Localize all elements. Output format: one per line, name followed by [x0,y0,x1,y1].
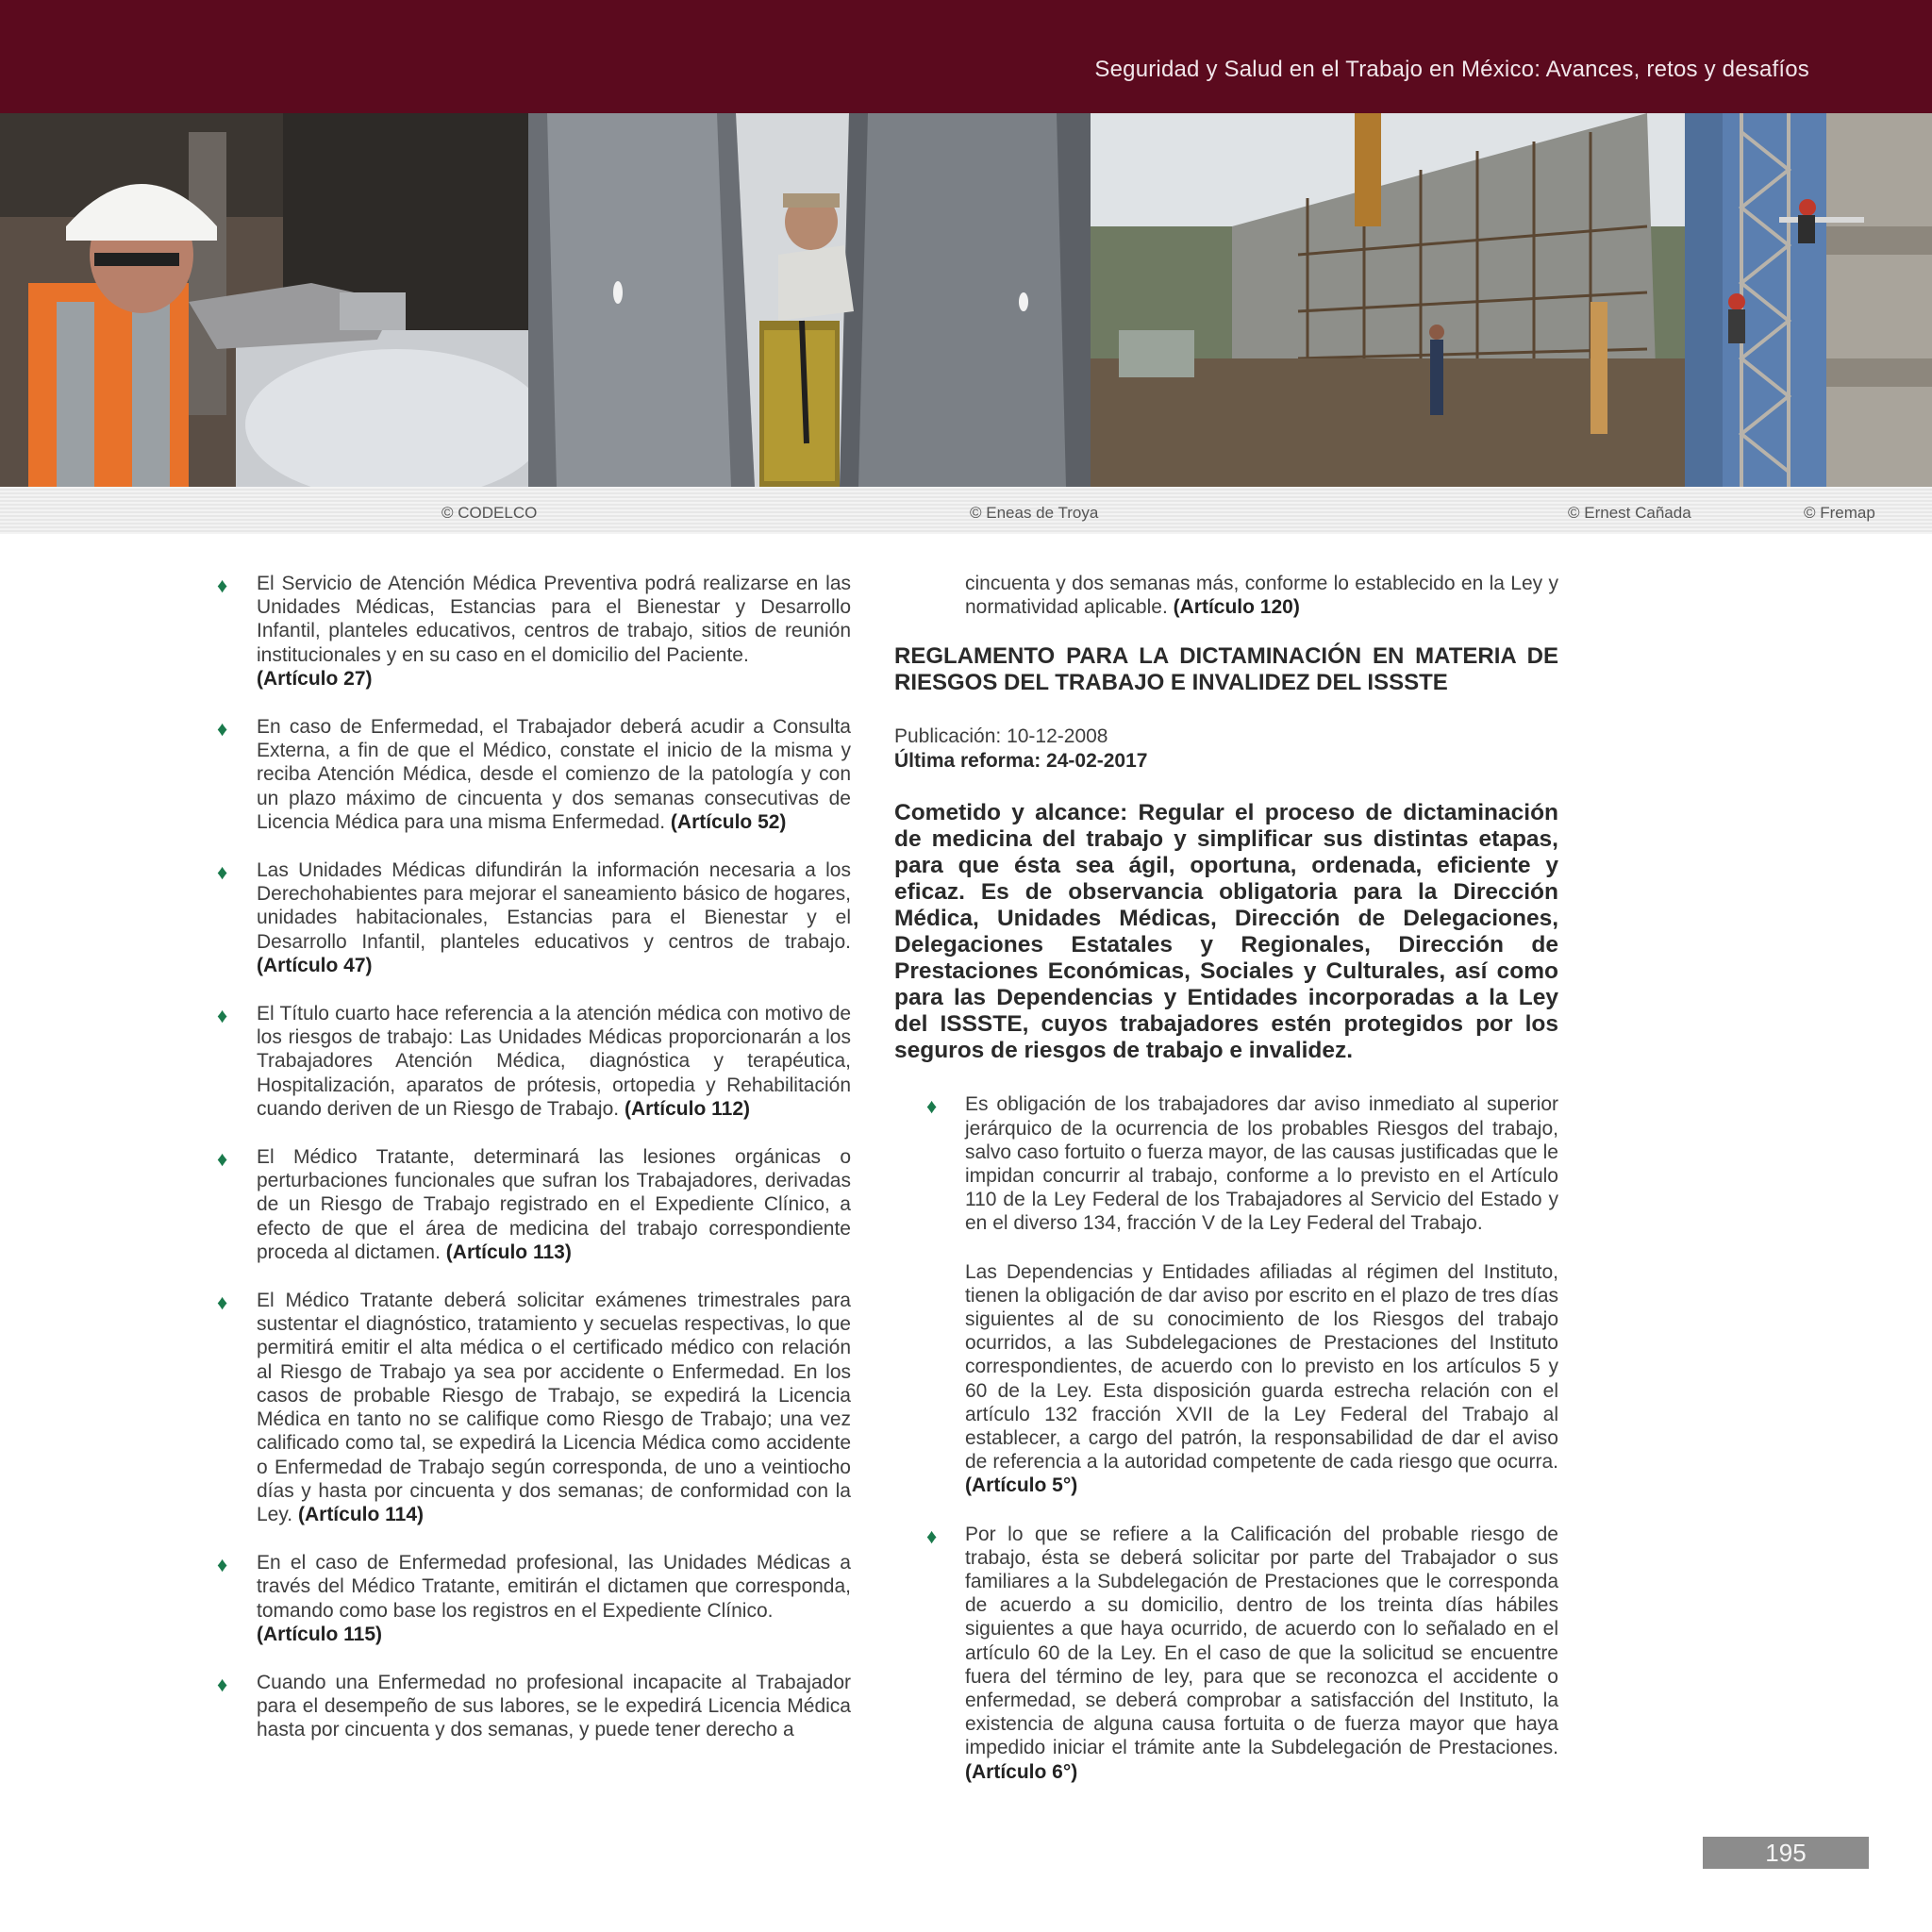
article-reference: (Artículo 120) [1173,596,1300,619]
photo-construction-site [1091,113,1685,487]
item-text: En el caso de Enfermedad profesional, las Unidades Médicas a través del Médico Tratante, emitirán el dictamen que corresponda, tomando como base los registros en el Expediente Clínico. [257,1552,851,1622]
photo-credit: © CODELCO [441,504,538,522]
diamond-bullet-icon: ♦ [217,1672,228,1696]
publication-date: Publicación: 10-12-2008 [894,725,1108,748]
list-item [894,1523,1558,1784]
list-item [217,1551,851,1646]
item-text: Las Dependencias y Entidades afiliadas al régimen del Instituto, tienen la obligación de dar aviso por escrito en el plazo de tres días siguientes al de su conocimiento de los Riesgos del trabajo ocurridos, a las Subdelegaciones de Prestaciones del Instituto correspondientes, de acuerdo con lo previsto en los artículos 5 y 60 de la Ley. Esta disposición guarda estrecha relación con el artículo 132 fracción XVII de la Ley Federal del Trabajo al establecer, a cargo del patrón, la responsabilidad de dar el aviso de referencia a la autoridad competente de cada riesgo que ocurra. [965,1260,1558,1474]
article-reference: (Artículo 6°) [965,1760,1078,1783]
diamond-bullet-icon: ♦ [926,1524,938,1548]
header-bar [0,0,1932,113]
list-item [217,1002,851,1121]
item-text: Las Unidades Médicas difundirán la información necesaria a los Derechohabientes para mejorar el saneamiento básico de hogares, unidades habitacionales, Estancias para el Bienestar y el Desarrollo Infantil, planteles educativos y centros de trabajo. [257,859,851,953]
list-item [217,1671,851,1742]
photo-credit: © Fremap [1804,504,1875,522]
article-reference: (Artículo 113) [445,1241,572,1263]
left-column [217,572,851,1767]
photo-worker-hardhat [0,113,528,487]
item-text: El Título cuarto hace referencia a la atención médica con motivo de los riesgos de trabajo: Las Unidades Médicas proporcionarán a los Trabajadores Atención Médica, diagnóstica y terapéutica, Hospitalización, aparatos de prótesis, ortopedia y Rehabilitación cuando deriven de un Riesgo de Trabajo. [257,1003,851,1120]
photo-credit: © Ernest Cañada [1568,504,1691,522]
article-reference: (Artículo 27) [257,667,373,690]
list-item [217,715,851,834]
scope-paragraph: Cometido y alcance: Regular el proceso de dictaminación de medicina del trabajo y simplificar sus distintas etapas, para que ésta sea ágil, oportuna, ordenada, eficiente y eficaz. Es de observancia obligatoria para la Dirección Médica, Unidades Médicas, Dirección de Delegaciones, Delegaciones Estatales y Regionales, Dirección de Prestaciones Económicas, Sociales y Culturales, así como para las Dependencias y Entidades incorporadas a la Ley del ISSSTE, cuyos trabajadores estén protegidos por los seguros de riesgos de trabajo e invalidez. [894,800,1558,1064]
article-reference: (Artículo 52) [670,810,787,833]
item-text: Cuando una Enfermedad no profesional incapacite al Trabajador para el desempeño de sus labores, se le expedirá Licencia Médica hasta por cincuenta y dos semanas, y puede tener derecho a [257,1671,851,1741]
diamond-bullet-icon: ♦ [217,717,228,741]
diamond-bullet-icon: ♦ [926,1094,938,1119]
item-text: El Médico Tratante deberá solicitar exámenes trimestrales para sustentar el diagnóstico, tratamiento y secuelas respectivas, lo que permitirá emitir el alta médica o el certificado médico con relación al Riesgo de Trabajo ya sea por accidente o Enfermedad. En los casos de probable Riesgo de Trabajo, se expedirá la Licencia Médica en tanto no se califique como Riesgo de Trabajo; una vez calificado como tal, se expedirá la Licencia Médica como accidente o Enfermedad de Trabajo según corresponda, de uno a veintiocho días y hasta por cincuenta y dos semanas; de conformidad con la Ley. [257,1290,851,1525]
photo-credit-bar [0,487,1932,534]
photo-worker-metal-sheets [528,113,1091,487]
photo-credit: © Eneas de Troya [970,504,1099,522]
article-reference: (Artículo 112) [624,1097,750,1120]
article-reference: (Artículo 114) [297,1503,425,1525]
list-item [217,1289,851,1526]
last-reform-date: Última reforma: 24-02-2017 [894,750,1148,773]
list-item [217,858,851,977]
running-header-title: Seguridad y Salud en el Trabajo en México: Avances, retos y desafíos [1094,57,1809,82]
list-item [217,572,851,691]
article-reference: (Artículo 115) [257,1623,383,1645]
diamond-bullet-icon: ♦ [217,860,228,885]
list-item [894,1092,1558,1497]
diamond-bullet-icon: ♦ [217,1291,228,1315]
photo-scaffolding-climbers [1685,113,1932,487]
item-text: En caso de Enfermedad, el Trabajador deberá acudir a Consulta Externa, a fin de que el Médico, constate el inicio de la misma y reciba Atención Médica, desde el comienzo de la patología y con un plazo máximo de cincuenta y dos semanas consecutivas de Licencia Médica para una misma Enfermedad. [257,716,851,833]
article-reference: (Artículo 47) [257,954,373,976]
diamond-bullet-icon: ♦ [217,1553,228,1577]
continued-paragraph [965,572,1558,619]
list-item [217,1145,851,1264]
right-column [894,572,1558,1808]
item-text: El Servicio de Atención Médica Preventiva podrá realizarse en las Unidades Médicas, Estancias para el Bienestar y Desarrollo Infantil, planteles educativos, centros de trabajo, sitios de reunión institucionales y en su caso en el domicilio del Paciente. [257,573,851,666]
article-reference: (Artículo 5°) [965,1474,1078,1497]
item-text: El Médico Tratante, determinará las lesiones orgánicas o perturbaciones funcionales que sufran los Trabajadores, derivadas de un Riesgo de Trabajo registrado en el Expediente Clínico, a efecto de que el área de medicina del trabajo correspondiente proceda al dictamen. [257,1146,851,1263]
item-text: Por lo que se refiere a la Calificación del probable riesgo de trabajo, ésta se deberá solicitar por parte del Trabajador o sus familiares a la Subdelegación de Prestaciones que le corresponda de acuerdo a su domicilio, dentro de los treinta días hábiles siguientes a que haya ocurrido, de acuerdo con lo señalado en el artículo 60 de la Ley. En el caso de que la solicitud se encuentre fuera del término de ley, para que se reconozca el accidente o enfermedad, se deberá comprobar a satisfacción del Instituto, la existencia de alguna causa fortuita o de fuerza mayor que haya impedido iniciar el trámite ante la Subdelegación de Prestaciones. [965,1523,1558,1759]
diamond-bullet-icon: ♦ [217,574,228,597]
page-number: 195 [1703,1837,1869,1869]
item-text: cincuenta y dos semanas más, conforme lo establecido en la Ley y normatividad aplicable. [965,573,1558,619]
regulation-title: REGLAMENTO PARA LA DICTAMINACIÓN EN MATERIA DE RIESGOS DEL TRABAJO E INVALIDEZ DEL ISSSTE [894,643,1558,696]
item-text: Es obligación de los trabajadores dar aviso inmediato al superior jerárquico de la ocurrencia de los probables Riesgos del trabajo, salvo caso fortuito o fuerza mayor, de las causas justificadas que le impidan concurrir al trabajo, conforme a lo previsto en el Artículo 110 de la Ley Federal de los Trabajadores al Servicio del Estado y en el diverso 134, fracción V de la Ley Federal del Trabajo. [965,1093,1558,1235]
diamond-bullet-icon: ♦ [217,1147,228,1172]
diamond-bullet-icon: ♦ [217,1004,228,1028]
photo-strip [0,113,1932,487]
